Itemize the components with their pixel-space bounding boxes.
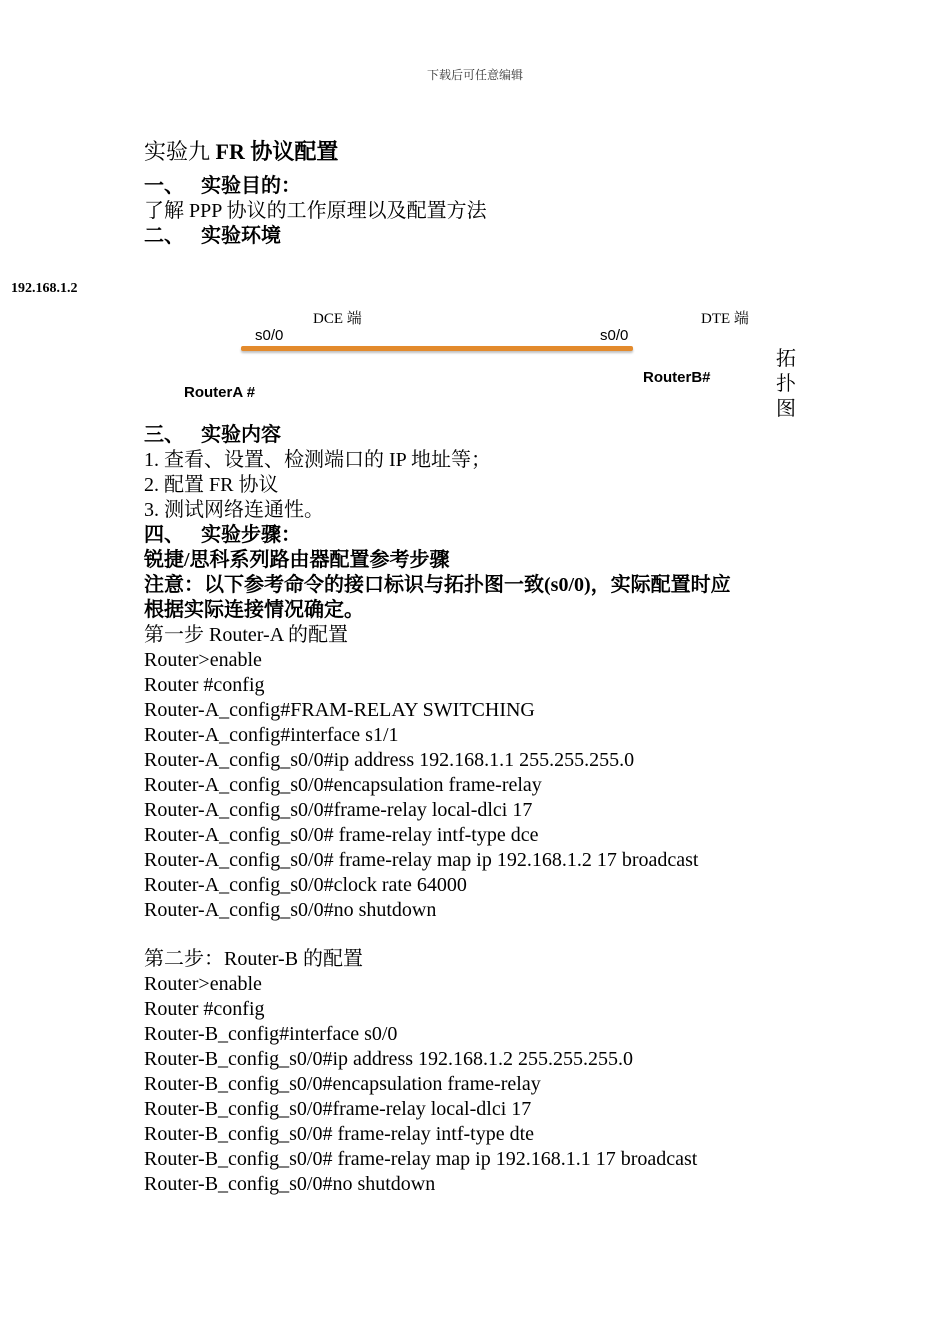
section-3-heading	[144, 423, 281, 448]
serial-cable	[241, 346, 633, 351]
list-item: 1. 查看、设置、检测端口的 IP 地址等；	[144, 449, 492, 471]
list-item: 2. 配置 FR 协议	[144, 474, 279, 496]
list-item: 3. 测试网络连通性。	[144, 499, 324, 521]
command-line: Router-A_config#interface s1/1	[144, 724, 399, 746]
section-4-heading	[144, 523, 301, 548]
topology-caption: 拓扑图	[776, 348, 796, 420]
port-b-label: s0/0	[600, 327, 629, 344]
command-line: Router-B_config_s0/0#encapsulation frame-relay	[144, 1073, 541, 1095]
section-4-label: 实验步骤：	[201, 524, 301, 546]
section-1-heading	[144, 174, 301, 199]
router-b-label: RouterB#	[643, 369, 711, 386]
section-2-label: 实验环境	[201, 225, 281, 247]
title-bold: FR 协议配置	[215, 139, 339, 164]
command-line: Router #config	[144, 674, 265, 696]
command-line: Router-B_config_s0/0#frame-relay local-dlci 17	[144, 1098, 532, 1120]
step-2-title: 第二步：Router-B 的配置	[144, 948, 364, 970]
note-line-1: 注意：以下参考命令的接口标识与拓扑图一致(s0/0)，实际配置时应	[144, 574, 731, 596]
command-line: Router-A_config_s0/0#frame-relay local-dlci 17	[144, 799, 533, 821]
dce-label: DCE 端	[313, 311, 362, 327]
section-3-number: 三、	[144, 424, 184, 446]
document-title	[144, 135, 338, 166]
dte-label: DTE 端	[701, 311, 749, 327]
command-line: Router-B_config_s0/0# frame-relay intf-type dte	[144, 1123, 535, 1145]
command-line: Router-B_config_s0/0#no shutdown	[144, 1173, 436, 1195]
title-prefix: 实验九	[144, 139, 216, 164]
command-line: Router-A_config_s0/0#no shutdown	[144, 899, 437, 921]
command-line: Router-B_config#interface s0/0	[144, 1023, 398, 1045]
command-line: Router>enable	[144, 973, 262, 995]
command-line: Router-B_config_s0/0#ip address 192.168.1.2 255.255.255.0	[144, 1048, 634, 1070]
command-line: Router-A_config_s0/0#encapsulation frame-relay	[144, 774, 542, 796]
section-2-heading	[144, 224, 281, 249]
command-line: Router-A_config_s0/0#ip address 192.168.1.1 255.255.255.0	[144, 749, 635, 771]
section-3-label: 实验内容	[201, 424, 281, 446]
command-line: Router-A_config_s0/0#clock rate 64000	[144, 874, 467, 896]
section-4-subtitle: 锐捷/思科系列路由器配置参考步骤	[144, 549, 450, 571]
step-1-title: 第一步 Router-A 的配置	[144, 624, 349, 646]
section-1-body: 了解 PPP 协议的工作原理以及配置方法	[144, 200, 487, 222]
section-4-number: 四、	[144, 524, 184, 546]
note-line-2: 根据实际连接情况确定。	[144, 599, 364, 621]
router-a-label: RouterA #	[184, 384, 256, 401]
command-line: Router-A_config_s0/0# frame-relay map ip 192.168.1.2 17 broadcast	[144, 849, 699, 871]
section-1-label: 实验目的：	[201, 175, 301, 197]
command-line: Router>enable	[144, 649, 262, 671]
ip-label: 192.168.1.2	[11, 281, 78, 296]
command-line: Router #config	[144, 998, 265, 1020]
port-a-label: s0/0	[255, 327, 284, 344]
command-line: Router-B_config_s0/0# frame-relay map ip 192.168.1.1 17 broadcast	[144, 1148, 698, 1170]
page-header: 下载后可任意编辑	[426, 68, 523, 82]
command-line: Router-A_config#FRAM-RELAY SWITCHING	[144, 699, 535, 721]
command-line: Router-A_config_s0/0# frame-relay intf-type dce	[144, 824, 539, 846]
section-2-number: 二、	[144, 225, 184, 247]
section-1-number: 一、	[144, 175, 184, 197]
